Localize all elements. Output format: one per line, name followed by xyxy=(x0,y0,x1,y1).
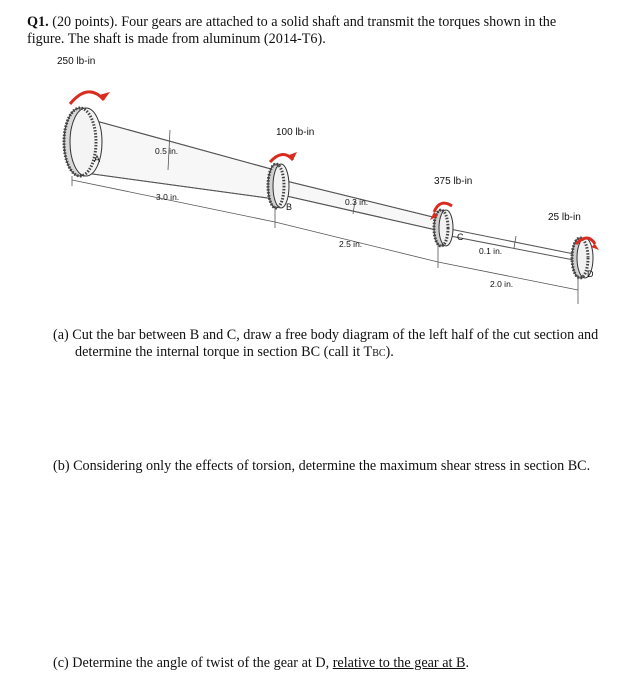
torque-arrow-a xyxy=(70,92,104,104)
length-label-cd: 2.0 in. xyxy=(490,279,514,289)
gear-d xyxy=(572,238,599,278)
part-a-line1: Cut the bar between B and C, draw a free body diagram of the left half of the cut section and xyxy=(72,327,599,343)
part-c-underlined: relative to the gear at B xyxy=(332,655,466,671)
torque-label-b: 100 lb-in xyxy=(276,127,315,138)
length-label-ab: 3.0 in. xyxy=(156,192,180,202)
part-a-label: (a) xyxy=(53,327,69,343)
gear-label-c: C xyxy=(457,232,464,242)
part-a-subscript: BC xyxy=(372,348,386,359)
gear-label-b: B xyxy=(286,202,293,212)
part-a xyxy=(53,327,613,362)
length-label-bc: 2.5 in. xyxy=(339,239,363,249)
torque-label-a: 250 lb-in xyxy=(57,56,96,67)
gear-label-a: A xyxy=(94,154,101,164)
question-points: (20 points). xyxy=(52,14,118,30)
gear-b xyxy=(268,152,297,208)
part-a-line2-end: ). xyxy=(385,344,394,360)
shaft-figure xyxy=(0,50,642,320)
part-c-text: Determine the angle of twist of the gear at D, xyxy=(72,655,333,671)
part-b-text: Considering only the effects of torsion, determine the maximum shear stress in section BC. xyxy=(73,458,591,474)
question-text-line1: Four gears are attached to a solid shaft and transmit the torques shown in the xyxy=(121,14,557,30)
diameter-label-ab: 0.5 in. xyxy=(155,146,179,156)
part-c-end: . xyxy=(465,655,470,671)
diameter-label-cd: 0.1 in. xyxy=(479,246,503,256)
part-c-label: (c) xyxy=(53,655,69,671)
question-header xyxy=(27,14,612,48)
part-b-label: (b) xyxy=(53,458,70,474)
diameter-label-bc: 0.3 in. xyxy=(345,197,369,207)
torque-label-d: 25 lb-in xyxy=(548,212,581,223)
part-b xyxy=(53,458,613,475)
question-text-line2: figure. The shaft is made from aluminum (2014-T6). xyxy=(27,31,326,47)
gear-label-d: D xyxy=(587,269,594,279)
question-number: Q1. xyxy=(27,14,49,30)
torque-label-c: 375 lb-in xyxy=(434,176,473,187)
part-a-line2: determine the internal torque in section BC (call it T xyxy=(75,344,373,360)
part-c xyxy=(53,655,613,672)
